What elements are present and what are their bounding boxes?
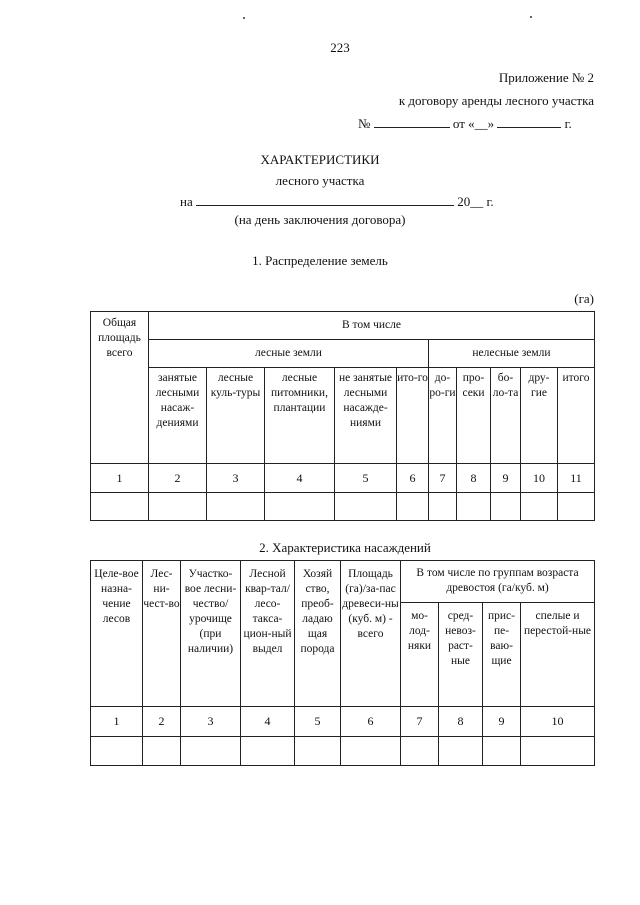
year-suffix: г. bbox=[564, 116, 572, 131]
column-number: 3 bbox=[207, 464, 265, 493]
header-col-nurseries: лесные питомники, плантации bbox=[265, 368, 335, 464]
column-number: 6 bbox=[397, 464, 429, 493]
scan-speck bbox=[530, 16, 532, 18]
stands-characteristics-table bbox=[90, 560, 595, 766]
date-from-label: от «__» bbox=[452, 116, 495, 131]
column-number: 5 bbox=[335, 464, 397, 493]
header-economy-species: Хозяй ство, преоб-ладаю щая порода bbox=[295, 561, 341, 707]
header-young: мо-лод-няки bbox=[401, 603, 439, 707]
number-blank bbox=[374, 115, 450, 128]
column-number: 9 bbox=[483, 707, 521, 737]
empty-cell bbox=[341, 737, 401, 766]
column-number: 10 bbox=[521, 707, 595, 737]
column-number: 2 bbox=[149, 464, 207, 493]
date-note: (на день заключения договора) bbox=[234, 212, 406, 227]
section2-title: 2. Характеристика насаждений bbox=[259, 540, 431, 555]
empty-cell bbox=[483, 737, 521, 766]
header-col-swamps: бо-ло-та bbox=[491, 368, 521, 464]
scan-speck bbox=[243, 17, 245, 19]
year-label: 20__ г. bbox=[457, 194, 494, 209]
appendix-title: Приложение № 2 bbox=[498, 70, 594, 85]
column-number: 7 bbox=[429, 464, 457, 493]
header-quarter: Лесной квар-тал/ лесо-такса-цион-ный выдел bbox=[241, 561, 295, 707]
header-maturing: прис-пе-ваю-щие bbox=[483, 603, 521, 707]
empty-cell bbox=[439, 737, 483, 766]
header-col-cultures: лесные куль-туры bbox=[207, 368, 265, 464]
header-including: В том числе bbox=[149, 312, 595, 340]
land-distribution-table bbox=[90, 311, 595, 521]
column-number: 6 bbox=[341, 707, 401, 737]
empty-cell bbox=[335, 493, 397, 521]
column-number: 2 bbox=[143, 707, 181, 737]
header-col-clearings: про-секи bbox=[457, 368, 491, 464]
column-number: 11 bbox=[558, 464, 595, 493]
header-col-other: дру-гие bbox=[521, 368, 558, 464]
appendix-subtitle: к договору аренды лесного участка bbox=[398, 93, 594, 108]
date-blank bbox=[196, 193, 454, 206]
column-number: 9 bbox=[491, 464, 521, 493]
header-purpose: Целе-вое назна-чение лесов bbox=[91, 561, 143, 707]
contract-number-line bbox=[358, 115, 598, 131]
column-number: 4 bbox=[265, 464, 335, 493]
column-number: 1 bbox=[91, 707, 143, 737]
empty-cell bbox=[143, 737, 181, 766]
document-title: ХАРАКТЕРИСТИКИ bbox=[260, 152, 380, 167]
column-number: 8 bbox=[439, 707, 483, 737]
header-forestry: Лес-ни-чест-во bbox=[143, 561, 181, 707]
header-middle-aged: сред-невоз-раст-ные bbox=[439, 603, 483, 707]
empty-cell bbox=[91, 493, 149, 521]
empty-cell bbox=[91, 737, 143, 766]
header-total-area: Общая площадь всего bbox=[91, 312, 149, 464]
column-number: 5 bbox=[295, 707, 341, 737]
empty-cell bbox=[181, 737, 241, 766]
date-line bbox=[180, 193, 520, 209]
empty-cell bbox=[491, 493, 521, 521]
column-number: 3 bbox=[181, 707, 241, 737]
empty-cell bbox=[397, 493, 429, 521]
page-number: 223 bbox=[330, 40, 350, 55]
header-mature-overmature: спелые и перестой-ные bbox=[521, 603, 595, 707]
empty-cell bbox=[521, 737, 595, 766]
column-number: 1 bbox=[91, 464, 149, 493]
column-number: 4 bbox=[241, 707, 295, 737]
unit-label: (га) bbox=[574, 291, 594, 306]
header-forest-lands: лесные земли bbox=[149, 340, 429, 368]
number-label: № bbox=[358, 116, 371, 131]
empty-cell bbox=[295, 737, 341, 766]
header-col-unforested: не занятые лесными насажде-ниями bbox=[335, 368, 397, 464]
empty-cell bbox=[207, 493, 265, 521]
section1-title: 1. Распределение земель bbox=[252, 253, 388, 268]
empty-cell bbox=[149, 493, 207, 521]
header-nonforest-lands: нелесные земли bbox=[429, 340, 595, 368]
empty-cell bbox=[241, 737, 295, 766]
column-number: 8 bbox=[457, 464, 491, 493]
empty-cell bbox=[401, 737, 439, 766]
empty-cell bbox=[521, 493, 558, 521]
empty-cell bbox=[429, 493, 457, 521]
header-district-forestry: Участко-вое лесни-чество/ урочище (при наличии) bbox=[181, 561, 241, 707]
header-col-roads: до-ро-ги bbox=[429, 368, 457, 464]
header-col-forested: занятые лесными насаж-дениями bbox=[149, 368, 207, 464]
header-age-groups: В том числе по группам возраста древостоя (га/куб. м) bbox=[401, 561, 595, 603]
column-number: 10 bbox=[521, 464, 558, 493]
document-subtitle: лесного участка bbox=[275, 173, 365, 188]
empty-cell bbox=[558, 493, 595, 521]
header-col-nonforest-total: итого bbox=[558, 368, 595, 464]
month-blank bbox=[497, 115, 561, 128]
empty-cell bbox=[457, 493, 491, 521]
column-number: 7 bbox=[401, 707, 439, 737]
header-col-forest-total: ито-го bbox=[397, 368, 429, 464]
header-area-stock: Площадь (га)/за-пас древеси-ны (куб. м) - всего bbox=[341, 561, 401, 707]
empty-cell bbox=[265, 493, 335, 521]
on-label: на bbox=[180, 194, 193, 209]
